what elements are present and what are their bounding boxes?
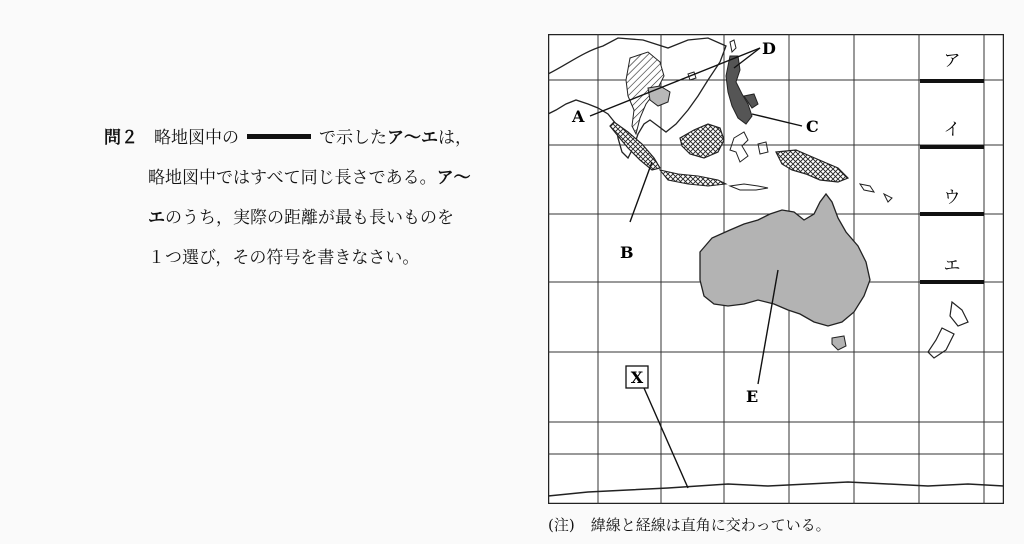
label-d: D (762, 39, 776, 58)
question-text-3b: のうち，実際の距離が最も長いものを (165, 208, 454, 228)
label-e: E (746, 387, 759, 406)
question-line-3 (104, 198, 524, 238)
label-a: A (572, 107, 585, 126)
question-line-1 (104, 118, 524, 158)
segment-u-label: ウ (943, 188, 961, 208)
question-text-4: １つ選び，その符号を書きなさい。 (148, 248, 420, 268)
question-text-1d: は， (438, 128, 472, 148)
label-x: X (630, 368, 644, 387)
note-label: (注) (548, 516, 575, 534)
question-number: 問２ (104, 128, 138, 148)
note-text: 緯線と経線は直角に交わっている。 (590, 516, 831, 534)
map-svg (548, 34, 1004, 504)
segment-symbol (247, 134, 311, 139)
segment-a-label: ア (943, 51, 961, 71)
question-text-3a: エ (148, 208, 165, 228)
segment-i-label: イ (943, 120, 961, 140)
question-block (104, 118, 524, 278)
question-text-1c: ア〜エ (387, 128, 438, 148)
question-line-2 (104, 158, 524, 198)
segment-e-label: エ (943, 256, 961, 276)
label-b: B (620, 243, 634, 262)
label-c: C (806, 117, 819, 136)
sketch-map (548, 34, 1004, 504)
question-line-4 (104, 238, 524, 278)
question-text-2a: 略地図中ではすべて同じ長さである。 (148, 168, 437, 188)
question-text-1b: で示した (319, 128, 387, 148)
question-text-1a: 略地図中の (154, 128, 239, 148)
map-note (548, 514, 831, 535)
question-text-2b: ア〜 (436, 168, 471, 188)
